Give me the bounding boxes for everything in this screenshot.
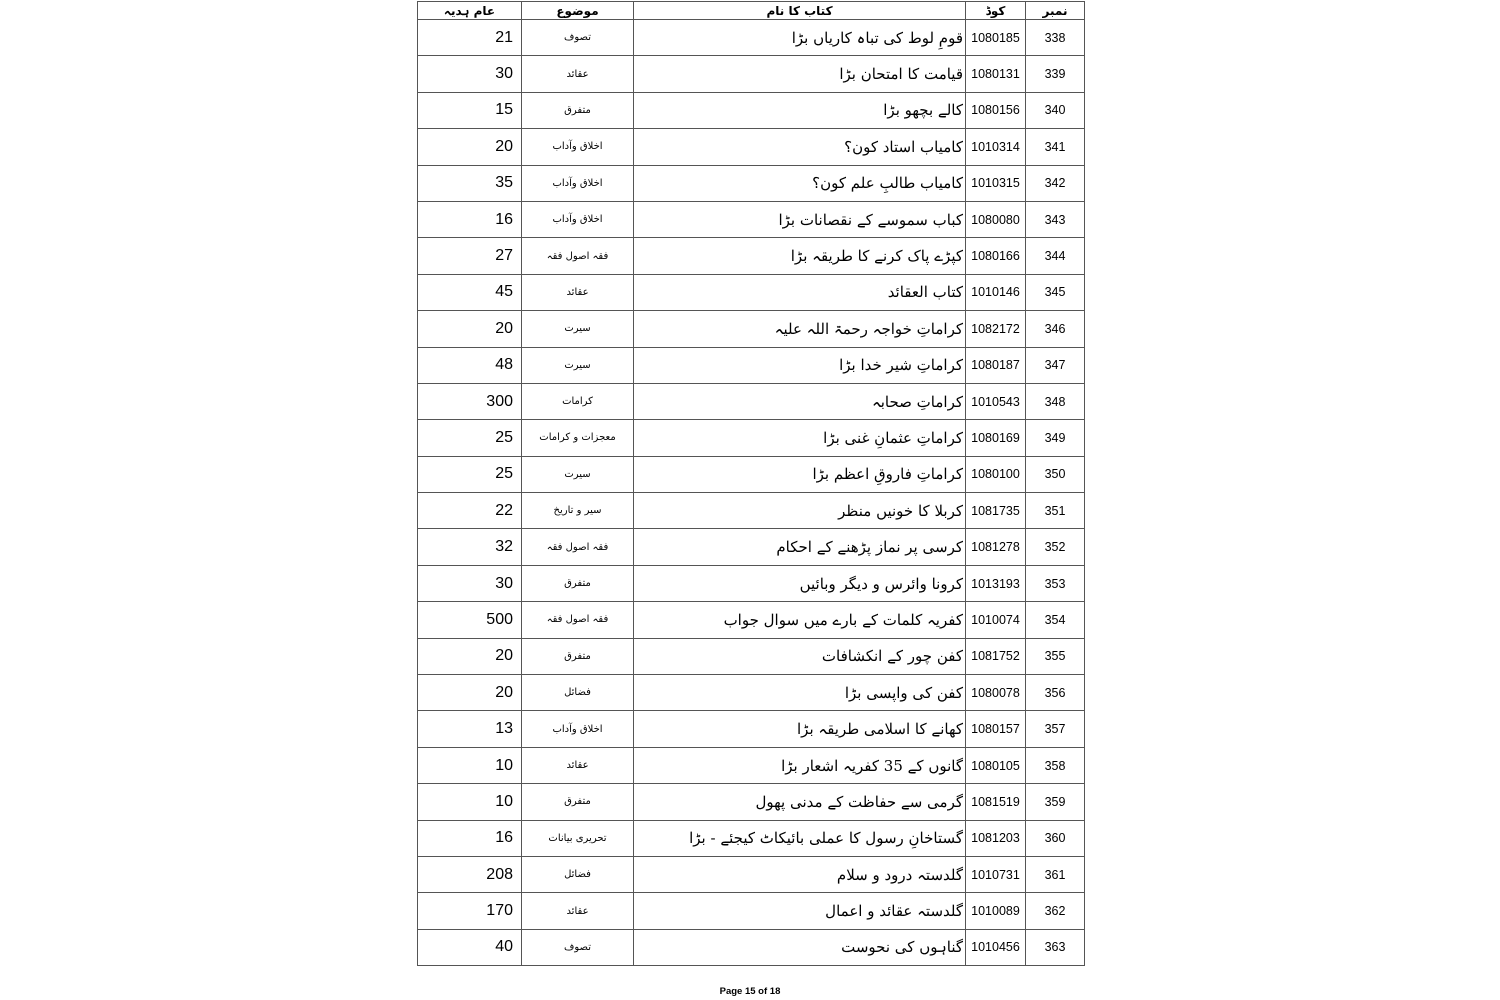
code-cell: 1081519 bbox=[966, 784, 1026, 820]
table-row bbox=[418, 711, 1085, 747]
table-row bbox=[418, 383, 1085, 419]
book-title-cell: قیامت کا امتحان بڑا bbox=[634, 56, 966, 92]
price-cell: 20 bbox=[418, 129, 522, 165]
price-cell: 21 bbox=[418, 20, 522, 56]
serial-number-cell: 352 bbox=[1026, 529, 1085, 565]
code-cell: 1081735 bbox=[966, 493, 1026, 529]
serial-number-cell: 344 bbox=[1026, 238, 1085, 274]
price-cell: 10 bbox=[418, 784, 522, 820]
code-cell: 1010074 bbox=[966, 602, 1026, 638]
book-title-cell: کتاب العقائد bbox=[634, 274, 966, 310]
code-cell: 1010456 bbox=[966, 929, 1026, 965]
price-cell: 16 bbox=[418, 201, 522, 237]
price-cell: 16 bbox=[418, 820, 522, 856]
subject-cell: متفرق bbox=[522, 638, 634, 674]
table-row bbox=[418, 493, 1085, 529]
serial-number-cell: 360 bbox=[1026, 820, 1085, 856]
subject-cell: اخلاق وآداب bbox=[522, 129, 634, 165]
subject-cell: متفرق bbox=[522, 92, 634, 128]
code-cell: 1081752 bbox=[966, 638, 1026, 674]
book-title-cell: کراماتِ فاروقِ اعظم بڑا bbox=[634, 456, 966, 492]
price-cell: 30 bbox=[418, 565, 522, 601]
book-title-cell: کامیاب استاد کون؟ bbox=[634, 129, 966, 165]
book-title-cell: کراماتِ عثمانِ غنی بڑا bbox=[634, 420, 966, 456]
subject-cell: سیر و تاریخ bbox=[522, 493, 634, 529]
subject-cell: متفرق bbox=[522, 784, 634, 820]
price-cell: 208 bbox=[418, 856, 522, 892]
code-cell: 1010315 bbox=[966, 165, 1026, 201]
price-cell: 27 bbox=[418, 238, 522, 274]
subject-cell: اخلاق وآداب bbox=[522, 165, 634, 201]
serial-number-cell: 347 bbox=[1026, 347, 1085, 383]
book-title-cell: گانوں کے 35 کفریہ اشعار بڑا bbox=[634, 747, 966, 783]
serial-number-cell: 339 bbox=[1026, 56, 1085, 92]
book-title-cell: گناہوں کی نحوست bbox=[634, 929, 966, 965]
price-cell: 45 bbox=[418, 274, 522, 310]
serial-number-cell: 357 bbox=[1026, 711, 1085, 747]
subject-cell: سیرت bbox=[522, 347, 634, 383]
price-cell: 300 bbox=[418, 383, 522, 419]
table-row bbox=[418, 529, 1085, 565]
table-row bbox=[418, 856, 1085, 892]
code-cell: 1010543 bbox=[966, 383, 1026, 419]
code-cell: 1080169 bbox=[966, 420, 1026, 456]
subject-cell: عقائد bbox=[522, 747, 634, 783]
book-title-cell: کالے بچھو بڑا bbox=[634, 92, 966, 128]
price-cell: 20 bbox=[418, 675, 522, 711]
subject-cell: عقائد bbox=[522, 274, 634, 310]
price-cell: 13 bbox=[418, 711, 522, 747]
subject-cell: اخلاق وآداب bbox=[522, 711, 634, 747]
table-row bbox=[418, 747, 1085, 783]
table-row bbox=[418, 565, 1085, 601]
serial-number-cell: 362 bbox=[1026, 893, 1085, 929]
price-cell: 10 bbox=[418, 747, 522, 783]
serial-number-cell: 363 bbox=[1026, 929, 1085, 965]
table-row bbox=[418, 56, 1085, 92]
book-title-cell: کربلا کا خونیں منظر bbox=[634, 493, 966, 529]
code-cell: 1080166 bbox=[966, 238, 1026, 274]
price-cell: 20 bbox=[418, 311, 522, 347]
book-title-cell: گرمی سے حفاظت کے مدنی پھول bbox=[634, 784, 966, 820]
book-title-cell: کرونا وائرس و دیگر وبائیں bbox=[634, 565, 966, 601]
serial-number-cell: 340 bbox=[1026, 92, 1085, 128]
subject-cell: فقہ اصول فقہ bbox=[522, 602, 634, 638]
serial-number-cell: 358 bbox=[1026, 747, 1085, 783]
serial-number-cell: 361 bbox=[1026, 856, 1085, 892]
subject-cell: فقہ اصول فقہ bbox=[522, 238, 634, 274]
serial-number-cell: 342 bbox=[1026, 165, 1085, 201]
code-cell: 1080078 bbox=[966, 675, 1026, 711]
code-cell: 1080187 bbox=[966, 347, 1026, 383]
book-title-cell: کفن کی واپسی بڑا bbox=[634, 675, 966, 711]
serial-number-cell: 341 bbox=[1026, 129, 1085, 165]
subject-cell: فضائل bbox=[522, 856, 634, 892]
table-row bbox=[418, 784, 1085, 820]
subject-cell: تحریری بیانات bbox=[522, 820, 634, 856]
subject-cell: معجزات و کرامات bbox=[522, 420, 634, 456]
subject-cell: اخلاق وآداب bbox=[522, 201, 634, 237]
code-cell: 1010314 bbox=[966, 129, 1026, 165]
price-cell: 40 bbox=[418, 929, 522, 965]
serial-number-cell: 348 bbox=[1026, 383, 1085, 419]
book-title-cell: کپڑے پاک کرنے کا طریقہ بڑا bbox=[634, 238, 966, 274]
subject-cell: فقہ اصول فقہ bbox=[522, 529, 634, 565]
table-row bbox=[418, 311, 1085, 347]
table-row bbox=[418, 20, 1085, 56]
header-title: کتاب کا نام bbox=[634, 2, 966, 20]
serial-number-cell: 350 bbox=[1026, 456, 1085, 492]
header-subject: موضوع bbox=[522, 2, 634, 20]
code-cell: 1080100 bbox=[966, 456, 1026, 492]
table-row bbox=[418, 347, 1085, 383]
book-title-cell: کفن چور کے انکشافات bbox=[634, 638, 966, 674]
table-row bbox=[418, 456, 1085, 492]
code-cell: 1080105 bbox=[966, 747, 1026, 783]
serial-number-cell: 346 bbox=[1026, 311, 1085, 347]
price-cell: 15 bbox=[418, 92, 522, 128]
price-cell: 500 bbox=[418, 602, 522, 638]
code-cell: 1081278 bbox=[966, 529, 1026, 565]
price-cell: 35 bbox=[418, 165, 522, 201]
table-row bbox=[418, 929, 1085, 965]
serial-number-cell: 354 bbox=[1026, 602, 1085, 638]
subject-cell: عقائد bbox=[522, 893, 634, 929]
code-cell: 1081203 bbox=[966, 820, 1026, 856]
book-title-cell: گستاخانِ رسول کا عملی بائیکاٹ کیجئے - بڑا bbox=[634, 820, 966, 856]
code-cell: 1080080 bbox=[966, 201, 1026, 237]
subject-cell: تصوف bbox=[522, 20, 634, 56]
book-title-cell: کباب سموسے کے نقصانات بڑا bbox=[634, 201, 966, 237]
code-cell: 1082172 bbox=[966, 311, 1026, 347]
table-row bbox=[418, 201, 1085, 237]
table-header-row bbox=[418, 2, 1085, 20]
table-row bbox=[418, 602, 1085, 638]
subject-cell: فضائل bbox=[522, 675, 634, 711]
code-cell: 1010146 bbox=[966, 274, 1026, 310]
header-number: نمبر bbox=[1026, 2, 1085, 20]
table-row bbox=[418, 92, 1085, 128]
book-title-cell: قومِ لوط کی تباہ کاریاں بڑا bbox=[634, 20, 966, 56]
price-cell: 48 bbox=[418, 347, 522, 383]
header-price: عام ہدیہ bbox=[418, 2, 522, 20]
serial-number-cell: 349 bbox=[1026, 420, 1085, 456]
book-catalog-table bbox=[417, 1, 1085, 966]
table-row bbox=[418, 820, 1085, 856]
header-code: کوڈ bbox=[966, 2, 1026, 20]
serial-number-cell: 343 bbox=[1026, 201, 1085, 237]
code-cell: 1010731 bbox=[966, 856, 1026, 892]
price-cell: 170 bbox=[418, 893, 522, 929]
code-cell: 1080185 bbox=[966, 20, 1026, 56]
price-cell: 22 bbox=[418, 493, 522, 529]
book-title-cell: کرسی پر نماز پڑھنے کے احکام bbox=[634, 529, 966, 565]
table-row bbox=[418, 165, 1085, 201]
serial-number-cell: 356 bbox=[1026, 675, 1085, 711]
code-cell: 1080157 bbox=[966, 711, 1026, 747]
book-title-cell: کراماتِ صحابہ bbox=[634, 383, 966, 419]
table-row bbox=[418, 238, 1085, 274]
price-cell: 25 bbox=[418, 420, 522, 456]
book-title-cell: گلدستہ درود و سلام bbox=[634, 856, 966, 892]
subject-cell: متفرق bbox=[522, 565, 634, 601]
table-row bbox=[418, 420, 1085, 456]
table-row bbox=[418, 129, 1085, 165]
book-title-cell: کراماتِ شیر خدا بڑا bbox=[634, 347, 966, 383]
code-cell: 1010089 bbox=[966, 893, 1026, 929]
book-title-cell: کھانے کا اسلامی طریقہ بڑا bbox=[634, 711, 966, 747]
book-title-cell: کامیاب طالبِ علم کون؟ bbox=[634, 165, 966, 201]
price-cell: 30 bbox=[418, 56, 522, 92]
book-title-cell: کفریہ کلمات کے بارے میں سوال جواب bbox=[634, 602, 966, 638]
code-cell: 1080131 bbox=[966, 56, 1026, 92]
table-body bbox=[418, 20, 1085, 966]
price-cell: 20 bbox=[418, 638, 522, 674]
subject-cell: سیرت bbox=[522, 456, 634, 492]
table-row bbox=[418, 638, 1085, 674]
serial-number-cell: 353 bbox=[1026, 565, 1085, 601]
serial-number-cell: 345 bbox=[1026, 274, 1085, 310]
subject-cell: تصوف bbox=[522, 929, 634, 965]
table-row bbox=[418, 274, 1085, 310]
serial-number-cell: 351 bbox=[1026, 493, 1085, 529]
table-row bbox=[418, 893, 1085, 929]
subject-cell: عقائد bbox=[522, 56, 634, 92]
subject-cell: کرامات bbox=[522, 383, 634, 419]
page-number: Page 15 of 18 bbox=[719, 986, 781, 997]
code-cell: 1080156 bbox=[966, 92, 1026, 128]
price-cell: 32 bbox=[418, 529, 522, 565]
serial-number-cell: 355 bbox=[1026, 638, 1085, 674]
serial-number-cell: 338 bbox=[1026, 20, 1085, 56]
book-title-cell: گلدستہ عقائد و اعمال bbox=[634, 893, 966, 929]
price-cell: 25 bbox=[418, 456, 522, 492]
code-cell: 1013193 bbox=[966, 565, 1026, 601]
table-row bbox=[418, 675, 1085, 711]
book-title-cell: کراماتِ خواجہ رحمۃ اللہ علیہ bbox=[634, 311, 966, 347]
subject-cell: سیرت bbox=[522, 311, 634, 347]
serial-number-cell: 359 bbox=[1026, 784, 1085, 820]
